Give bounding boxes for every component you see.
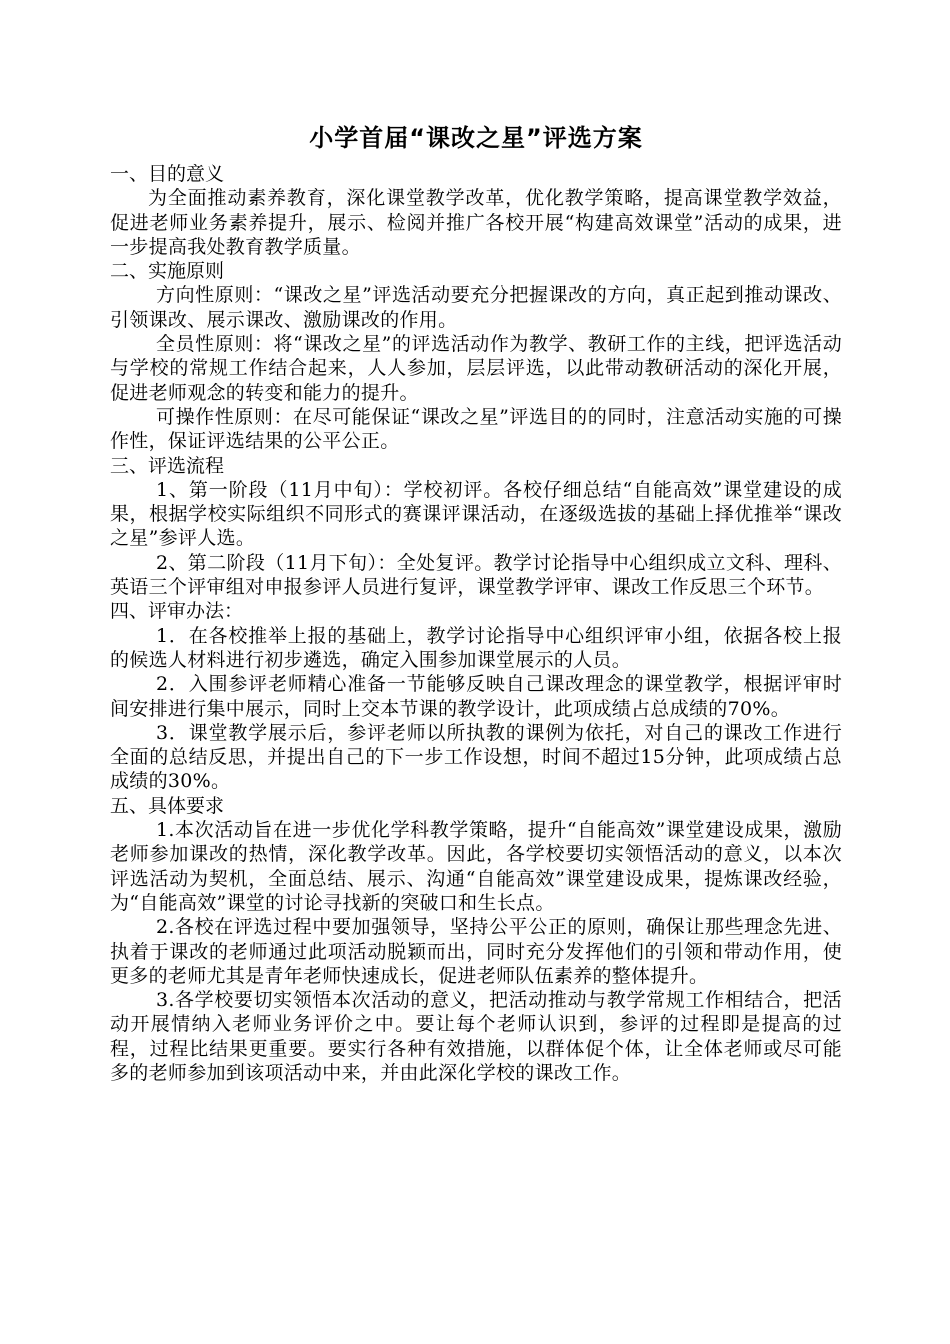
paragraph: 1、第一阶段（11月中旬）：学校初评。各校仔细总结“自能高效”课堂建设的成果，根据学校实际组织不同形式的赛课评课活动，在逐级选拔的基础上择优推举“课改之星”参评人选。 xyxy=(110,478,842,550)
paragraph: 方向性原则：“课改之星”评选活动要充分把握课改的方向，真正起到推动课改、引领课改、展示课改、激励课改的作用。 xyxy=(110,284,842,331)
paragraph: 3.各学校要切实领悟本次活动的意义，把活动推动与教学常规工作相结合，把活动开展情纳入老师业务评价之中。要让每个老师认识到，参评的过程即是提高的过程，过程比结果更重要。要实行各种有效措施，以群体促个体，让全体老师或尽可能多的老师参加到该项活动中来，并由此深化学校的课改工作。 xyxy=(110,989,842,1084)
paragraph: 2、第二阶段（11月下旬）：全处复评。教学讨论指导中心组织成立文科、理科、英语三个评审组对申报参评人员进行复评，课堂教学评审、课改工作反思三个环节。 xyxy=(110,551,842,599)
paragraph: 1.本次活动旨在进一步优化学科教学策略，提升“自能高效”课堂建设成果，激励老师参加课改的热情，深化教学改革。因此，各学校要切实领悟活动的意义，以本次评选活动为契机，全面总结、展示、沟通“自能高效”课堂建设成果，提炼课改经验，为“自能高效”课堂的讨论寻找新的突破口和生长点。 xyxy=(110,819,842,914)
section-heading: 二、实施原则 xyxy=(110,260,225,283)
section-review-method xyxy=(110,599,842,793)
paragraph: 3．课堂教学展示后，参评老师以所执教的课例为依托，对自己的课改工作进行全面的总结反思，并提出自己的下一步工作设想，时间不超过15分钟，此项成绩占总成绩的30%。 xyxy=(110,721,842,793)
paragraph: 1．在各校推举上报的基础上，教学讨论指导中心组织评审小组，依据各校上报的候选人材料进行初步遴选，确定入围参加课堂展示的人员。 xyxy=(110,624,842,671)
section-heading: 一、目的意义 xyxy=(110,163,225,185)
document-title: 小学首届“课改之星”评选方案 xyxy=(309,124,643,152)
paragraph: 可操作性原则：在尽可能保证“课改之星”评选目的的同时，注意活动实施的可操作性，保证评选结果的公平公正。 xyxy=(110,405,842,453)
section-heading: 三、评选流程 xyxy=(110,454,225,477)
paragraph: 全员性原则：将“课改之星”的评选活动作为教学、教研工作的主线，把评选活动与学校的常规工作结合起来，人人参加，层层评选，以此带动教研活动的深化开展，促进老师观念的转变和能力的提升。 xyxy=(110,333,842,404)
section-process xyxy=(110,454,842,600)
section-heading: 四、评审办法： xyxy=(110,600,244,623)
paragraph: 2.各校在评选过程中要加强领导，坚持公平公正的原则，确保让那些理念先进、执着于课改的老师通过此项活动脱颖而出，同时充分发挥他们的引领和带动作用，使更多的老师尤其是青年老师快速成长，促进老师队伍素养的整体提升。 xyxy=(110,916,842,987)
paragraph: 为全面推动素养教育，深化课堂教学改革，优化教学策略，提高课堂教学效益，促进老师业务素养提升，展示、检阅并推广各校开展“构建高效课堂”活动的成果，进一步提高我处教育教学质量。 xyxy=(110,187,842,258)
section-principles xyxy=(110,259,842,453)
section-requirements xyxy=(110,794,842,1086)
document-page xyxy=(110,118,842,1085)
section-heading: 五、具体要求 xyxy=(110,794,225,817)
paragraph: 2．入围参评老师精心准备一节能够反映自己课改理念的课堂教学，根据评审时间安排进行集中展示，同时上交本节课的教学设计，此项成绩占总成绩的70%。 xyxy=(110,673,842,720)
section-purpose xyxy=(110,162,842,259)
